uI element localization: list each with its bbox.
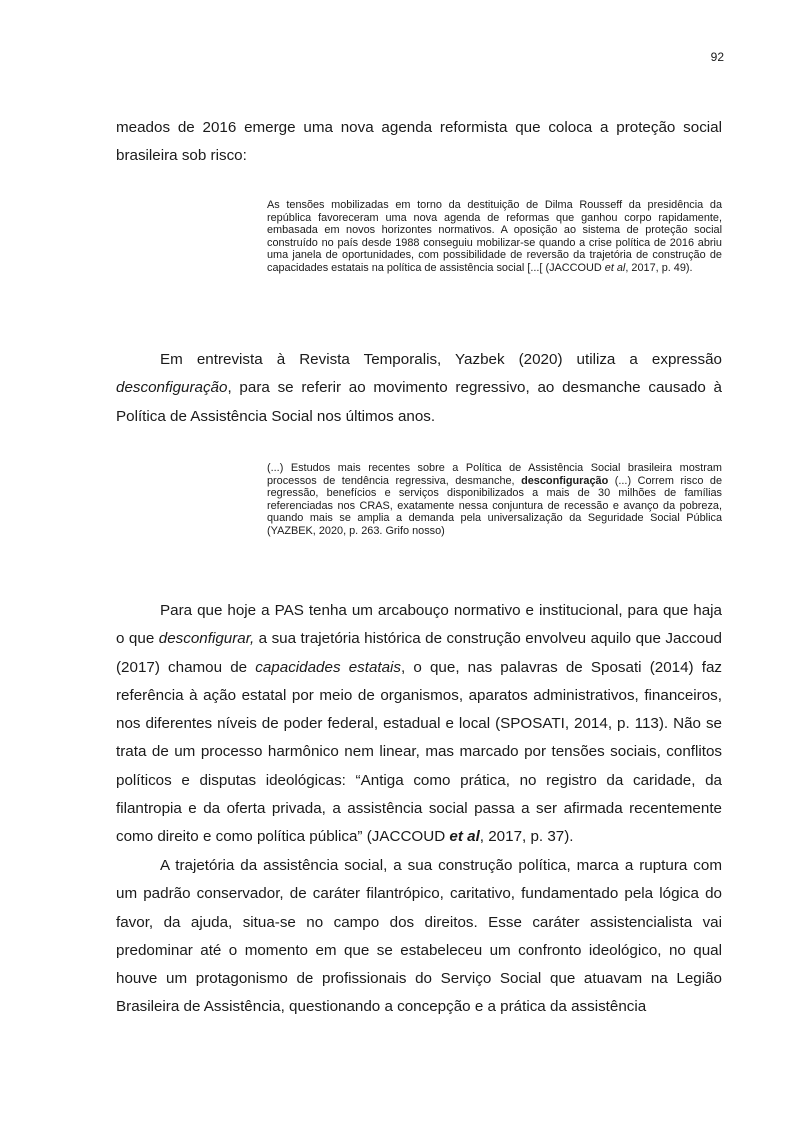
term-desconfiguracao: desconfiguração bbox=[116, 379, 228, 397]
block-quote-jaccoud bbox=[267, 199, 722, 275]
text-run: , para se referir ao movimento regressivo, ao desmanche causado à Política de Assistência Social nos últimos anos. bbox=[116, 379, 722, 425]
paragraph-trajetoria: A trajetória da assistência social, a sua construção política, marca a ruptura com um padrão conservador, de caráter filantrópico, caritativo, fundamentado pela lógica do favor, da ajuda, situa-se no campo dos direitos. Esse caráter assistencialista vai predominar até o momento em que se estabeleceu um confronto ideológico, no qual houve um protagonismo de profissionais do Serviço Social que atuavam na Legião Brasileira de Assistência, questionando a concepção e a prática da assistência bbox=[116, 857, 722, 1016]
text-run: , 2017, p. 37). bbox=[479, 828, 574, 846]
paragraph-capacidades bbox=[116, 597, 722, 852]
page-number: 92 bbox=[710, 50, 724, 64]
quote-citation-tail: , 2017, p. 49). bbox=[625, 261, 693, 274]
quote-et-al: et al bbox=[604, 261, 626, 274]
quote-text: As tensões mobilizadas em torno da destituição de Dilma Rousseff da presidência da república favoreceram uma nova agenda de reformas que ganhou corpo rapidamente, embasada em novos horizontes normativos. A oposição ao sistema de proteção social construído no país desde 1988 conseguiu mobilizar-se quando a crise política de 2016 abriu uma janela de oportunidades, com possibilidade de reversão da trajetória de construção de capacidades estatais na política de assistência social [...[ (JACCOUD bbox=[267, 199, 722, 274]
text-run: (...) Estudos mais recentes sobre a Política de Assistência Social brasileira mostram processos de tendência regressiva, desmanche, bbox=[267, 462, 722, 487]
text-run: Em entrevista à Revista Temporalis, Yazbek (2020) utiliza a expressão bbox=[160, 351, 722, 368]
italic-capacidades: capacidades estatais bbox=[255, 658, 402, 676]
text-run: a sua trajetória histórica de construção envolveu aquilo que Jaccoud (2017) chamou de bbox=[116, 630, 722, 676]
text-run: Para que hoje a PAS tenha um arcabouço normativo e institucional, para que haja o que bbox=[116, 602, 722, 648]
paragraph-yazbek bbox=[116, 346, 722, 431]
paragraph-intro: meados de 2016 emerge uma nova agenda reformista que coloca a proteção social brasileira sob risco: bbox=[116, 119, 722, 165]
bold-et-al: et al bbox=[449, 828, 480, 846]
bold-term: desconfiguração bbox=[521, 474, 609, 487]
text-run: (...) Correm risco de regressão, benefícios e serviços disponibilizados a mais de 30 milhões de famílias referenciadas nos CRAS, exatamente nessa conjuntura de recessão e avanço da pobreza, quando mais se amplia a demanda pela universalização da Seguridade Social Pública (YAZBEK, 2020, p. 263. Grifo nosso) bbox=[267, 474, 722, 537]
text-run: , o que, nas palavras de Sposati (2014) faz referência à ação estatal por meio de organismos, aparatos administrativos, financeiros, nos diferentes níveis de poder federal, estadual e local (SPOSATI, 2014, p. 113). Não se trata de um processo harmônico nem linear, mas marcado por tensões sociais, conflitos políticos e disputas ideológicas: “Antiga como prática, no registro da caridade, da filantropia e da oferta privada, a assistência social passa a ser afirmada recentemente como direito e como política pública” (JACCOUD bbox=[116, 658, 722, 846]
block-quote-yazbek bbox=[267, 462, 722, 538]
italic-desconfigurar: desconfigurar, bbox=[158, 630, 255, 648]
